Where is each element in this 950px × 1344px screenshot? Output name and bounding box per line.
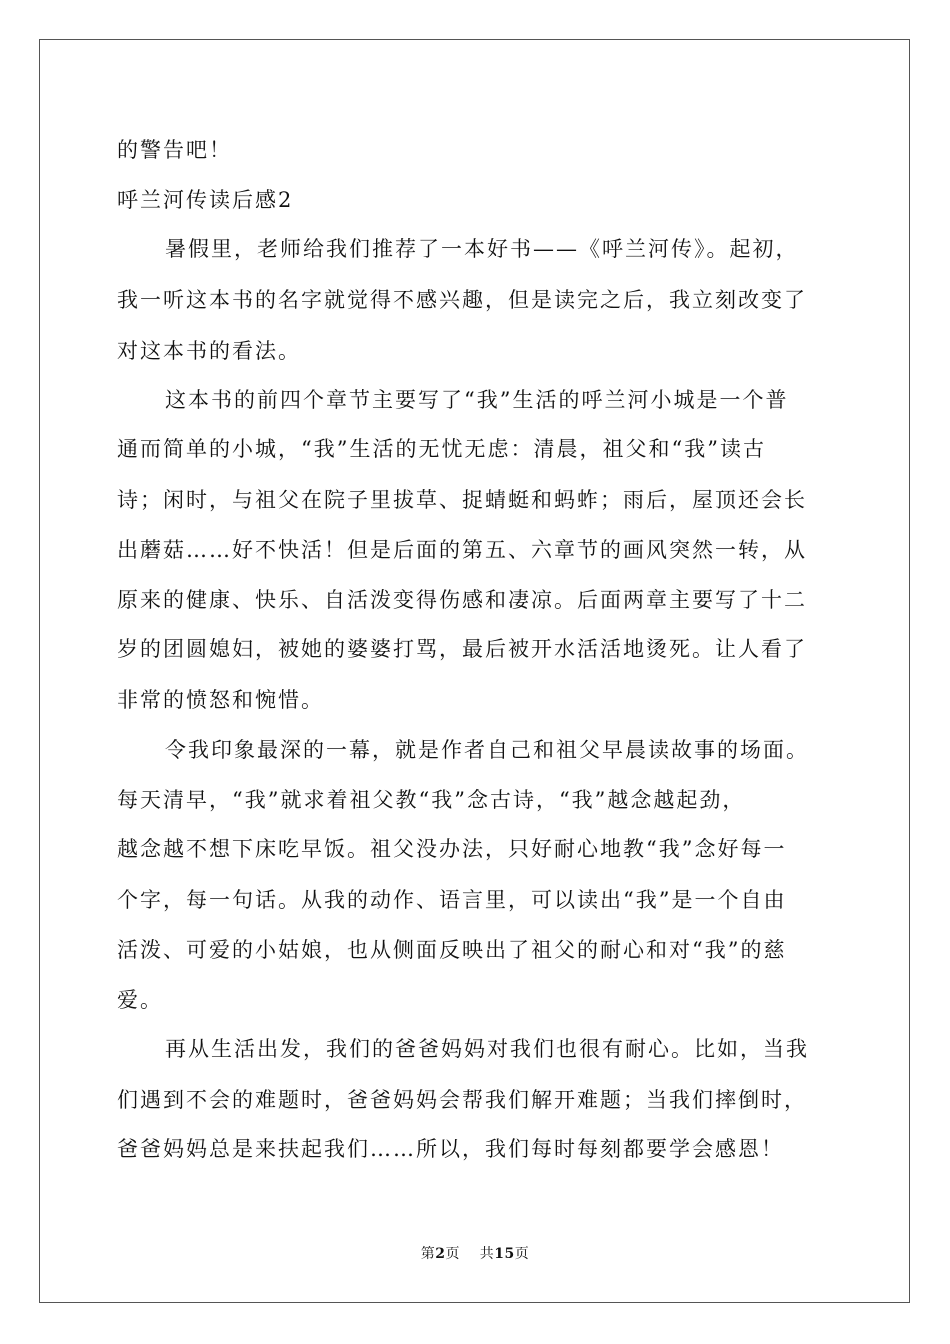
paragraph-line: 出蘑菇……好不快活！但是后面的第五、六章节的画风突然一转，从 — [117, 538, 807, 562]
paragraph-line: 这本书的前四个章节主要写了“我”生活的呼兰河小城是一个普 — [165, 388, 789, 412]
paragraph-line: 活泼、可爱的小姑娘，也从侧面反映出了祖父的耐心和对“我”的慈 — [117, 938, 787, 962]
page-footer — [0, 1243, 950, 1263]
total-pages: 15 — [494, 1246, 515, 1262]
paragraph-line: 爸爸妈妈总是来扶起我们……所以，我们每时每刻都要学会感恩！ — [117, 1137, 784, 1161]
paragraph-line: 对这本书的看法。 — [117, 339, 301, 363]
paragraph-line: 诗；闲时，与祖父在院子里拔草、捉蜻蜓和蚂蚱；雨后，屋顶还会长 — [117, 488, 807, 512]
footer-prefix: 第 — [420, 1246, 436, 1262]
paragraph-line: 个字，每一句话。从我的动作、语言里，可以读出“我”是一个自由 — [117, 888, 787, 912]
paragraph-line: 我一听这本书的名字就觉得不感兴趣，但是读完之后，我立刻改变了 — [117, 288, 807, 312]
section-title: 呼兰河传读后感2 — [117, 188, 294, 212]
paragraph-line: 再从生活出发，我们的爸爸妈妈对我们也很有耐心。比如，当我 — [165, 1037, 809, 1061]
paragraph-line: 越念越不想下床吃早饭。祖父没办法，只好耐心地教“我”念好每一 — [117, 837, 787, 861]
paragraph-line: 暑假里，老师给我们推荐了一本好书——《呼兰河传》。起初， — [165, 237, 799, 261]
paragraph-line: 每天清早，“我”就求着祖父教“我”念古诗，“我”越念越起劲， — [117, 788, 746, 812]
footer-page-suffix: 页 — [445, 1246, 460, 1262]
text-line: 的警告吧！ — [117, 138, 232, 162]
paragraph-line: 爱。 — [117, 988, 163, 1012]
paragraph-line: 通而简单的小城，“我”生活的无忧无虑：清晨，祖父和“我”读古 — [117, 437, 766, 461]
paragraph-line: 们遇到不会的难题时，爸爸妈妈会帮我们解开难题；当我们摔倒时， — [117, 1088, 807, 1112]
paragraph-line: 非常的愤怒和惋惜。 — [117, 688, 324, 712]
footer-total-prefix: 共 — [479, 1246, 495, 1262]
paragraph-line: 令我印象最深的一幕，就是作者自己和祖父早晨读故事的场面。 — [165, 738, 809, 762]
paragraph-line: 原来的健康、快乐、自活泼变得伤感和凄凉。后面两章主要写了十二 — [117, 588, 807, 612]
paragraph-line: 岁的团圆媳妇，被她的婆婆打骂，最后被开水活活地烫死。让人看了 — [117, 637, 807, 661]
page-number: 2 — [435, 1246, 446, 1262]
footer-total-suffix: 页 — [514, 1246, 530, 1262]
